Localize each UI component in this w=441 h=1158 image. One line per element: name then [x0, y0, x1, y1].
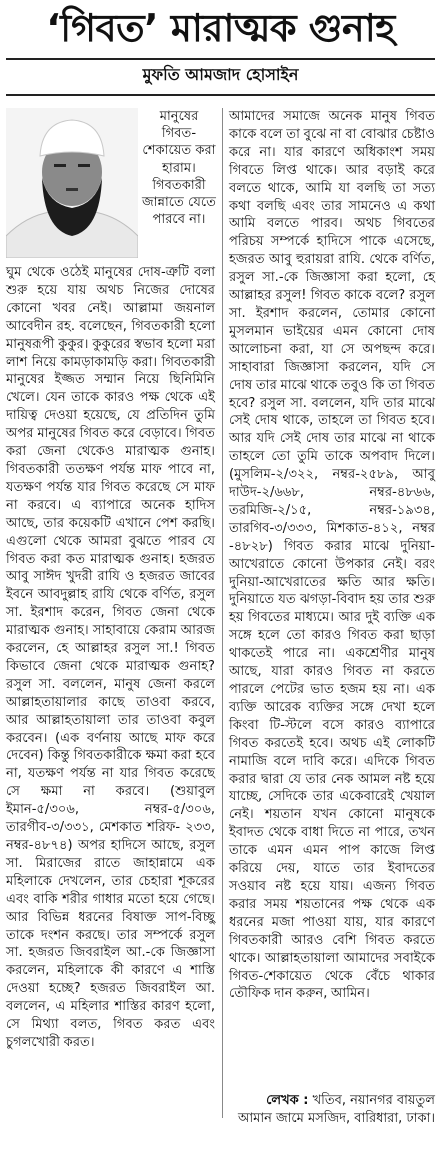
right-paragraph: আমাদের সমাজে অনেক মানুষ গিবত কাকে বলে তা বুঝে না বা বোঝার চেষ্টাও করে না। যার কারণে অধিকাংশ সময় গিবতে লিপ্ত থাকে। আর বড়াই করে বলতে থাকে, আমি যা বলছি তা সত্য কথা বলছি এবং তার সামনেও এ কথা আমি বলতে পারব। অথচ গিবতের পরিচয় সম্পর্কে হাদিসে পাকে এসেছে, হজরত আবু হুরায়রা রাযি. থেকে বর্ণিত, রসুল সা.-কে জিজ্ঞাসা করা হলো, হে আল্লাহর রসুল! গিবত কাকে বলে? রসুল সা. ইরশাদ করলেন, তোমার কোনো মুসলমান ভাইয়ের এমন কোনো দোষ আলোচনা করা, যা সে অপছন্দ করে। সাহাবারা জিজ্ঞাসা করলেন, যদি সে দোষ তার মাঝে থাকে তবুও কি তা গিবত হবে? রসুল সা. বললেন, যদি তার মাঝে সেই দোষ থাকে, তাহলে তা গিবত হবে। আর যদি সেই দোষ তার মাঝে না থাকে তাহলে তো তুমি তাকে অপবাদ দিলে। (মুসলিম-২/৩২২, নম্বর-২৫৮৯, আবু দাউদ-২/৬৬৮, নম্বর-৪৮৬৬, তরমিজি-২/১৫, নম্বর-১৯৩৪, তারগিব-৩/৩৩৩, মিশকাত-৪১২, নম্বর -৪৮২৮) গিবত করার মাঝে দুনিয়া-আখেরাতে কোনো উপকার নেই। বরং দুনিয়া-আখেরাতের ক্ষতি আর ক্ষতি। দুনিয়াতে যত ঝগড়া-বিবাদ হয় তার শুরু হয় গিবতের মাধ্যমে। আর দুই ব্যক্তি এক সঙ্গে হলে তো কারও গিবত করা ছাড়া থাকতেই পারে না। একশ্রেণীর মানুষ আছে, যারা কারও গিবত না করতে পারলে পেটের ভাত হজম হয় না। এক ব্যক্তি আরেক ব্যক্তির সঙ্গে দেখা হলে কিংবা টি-স্টলে বসে কারও ব্যাপারে গিবত করতেই হবে। অথচ এই লোকটি নামাজি বলে দাবি করে। এদিকে গিবত করার দ্বারা যে তার নেক আমল নষ্ট হয়ে যাচ্ছে, সেদিকে তার একেবারেই খেয়াল নেই। শয়তান যখন কোনো মানুষকে ইবাদত থেকে বাধা দিতে না পারে, তখন তাকে এমন এমন পাপ কাজে লিপ্ত করিয়ে দেয়, যাতে তার ইবাদতের সওয়াব নষ্ট হয়ে যায়। এজন্য গিবত করার সময় শয়তানের পক্ষ থেকে এক ধরনের মজা পাওয়া যায়, যার কারণে গিবতকারী আরও বেশি গিবত করতে থাকে। আল্লাহতায়ালা আমাদের সবাইকে গিবত-শেকায়েত থেকে বেঁচে থাকার তৌফিক দান করুন, আমিন। [229, 109, 435, 1002]
author-note [229, 1092, 435, 1128]
intro-text: মানুষের গিবত-শেকায়েত করা হারাম। গিবতকারী জান্নাতে যেতে পারবে না। [142, 109, 216, 228]
headline-rule [6, 58, 435, 60]
author-photo [6, 108, 138, 258]
article-headline: ‘গিবত’ মারাত্মক গুনাহ [46, 6, 395, 50]
author-portrait-image [6, 108, 138, 258]
author-label: লেখক : [266, 1093, 309, 1108]
byline-rule [6, 94, 435, 96]
column-divider [222, 108, 223, 1118]
left-column-body [6, 264, 215, 1052]
author-byline: মুফতি আমজাদ হোসাইন [142, 65, 299, 84]
left-paragraph: ঘুম থেকে ওঠেই মানুষের দোষ-ত্রুটি বলা শুরু হয়ে যায় অথচ নিজের দোষের কোনো খবর নেই। আল্লামা জয়নাল আবেদীন রহ. বলেছেন, গিবতকারী হলো মানুষরূপী কুকুর। কুকুরের স্বভাব হলো মরা লাশ নিয়ে কামড়াকামড়ি করা। গিবতকারী মানুষের ইজ্জত সম্মান নিয়ে ছিনিমিনি খেলে। যেন তাকে কারও পক্ষ থেকে এই দায়িত্ব দেওয়া হয়েছে, যে প্রতিদিন তুমি অপর মানুষের গিবত করে বেড়াবে। গিবত করা জেনা থেকেও মারাত্মক গুনাহ। গিবতকারী ততক্ষণ পর্যন্ত মাফ পাবে না, যতক্ষণ পর্যন্ত যার গিবত করেছে সে মাফ না করবে। এ ব্যাপারে অনেক হাদিস আছে, তার কয়েকটি এখানে পেশ করছি। এগুলো থেকে আমরা বুঝতে পারব যে গিবত করা কত মারাত্মক গুনাহ। হজরত আবু সাঈদ খুদরী রাযি ও হজরত জাবের ইবনে আবদুল্লাহ রাযি থেকে বর্ণিত, রসুল সা. ইরশাদ করেন, গিবত জেনা থেকে মারাত্মক গুনাহ। সাহাবায়ে কেরাম আরজ করলেন, হে আল্লাহর রসুল সা.! গিবত কিভাবে জেনা থেকে মারাত্মক গুনাহ? রসুল সা. বললেন, মানুষ জেনা করলে আল্লাহতায়ালার কাছে তাওবা করবে, আর আল্লাহতায়ালা তার তাওবা কবুল করবেন। (এক বর্ণনায় আছে মাফ করে দেবেন) কিন্তু গিবতকারীকে ক্ষমা করা হবে না, যতক্ষণ পর্যন্ত না যার গিবত করেছে সে ক্ষমা না করবে। (শুয়াবুল ইমান-৫/৩০৬, নম্বর-৫/৩০৬, তারগীব-৩/৩৩১, মেশকাত শরিফ- ২৩৩, নম্বর-৪৮৭৪) অপর হাদিসে আছে, রসুল সা. মিরাজের রাতে জাহান্নামে এক মহিলাকে দেখলেন, তার চেহারা শূকরের এবং বাকি শরীর গাধার মতো হয়ে গেছে। আর বিভিন্ন ধরনের বিষাক্ত সাপ-বিচ্ছু তাকে দংশন করছে। তার সম্পর্কে রসুল সা. হজরত জিবরাইল আ.-কে জিজ্ঞাসা করলেন, মহিলাকে কী কারণে এ শাস্তি দেওয়া হচ্ছে? হজরত জিবরাইল আ. বললেন, এ মহিলার শাস্তির কারণ হলো, সে মিথ্যা বলত, গিবত করত এবং চুগলখোরী করত। [6, 265, 215, 1050]
right-column-body [229, 108, 435, 1003]
author-designation: খতিব, নয়ানগর বায়তুল আমান জামে মসজিদ, বারিধারা, ঢাকা। [237, 1093, 435, 1126]
